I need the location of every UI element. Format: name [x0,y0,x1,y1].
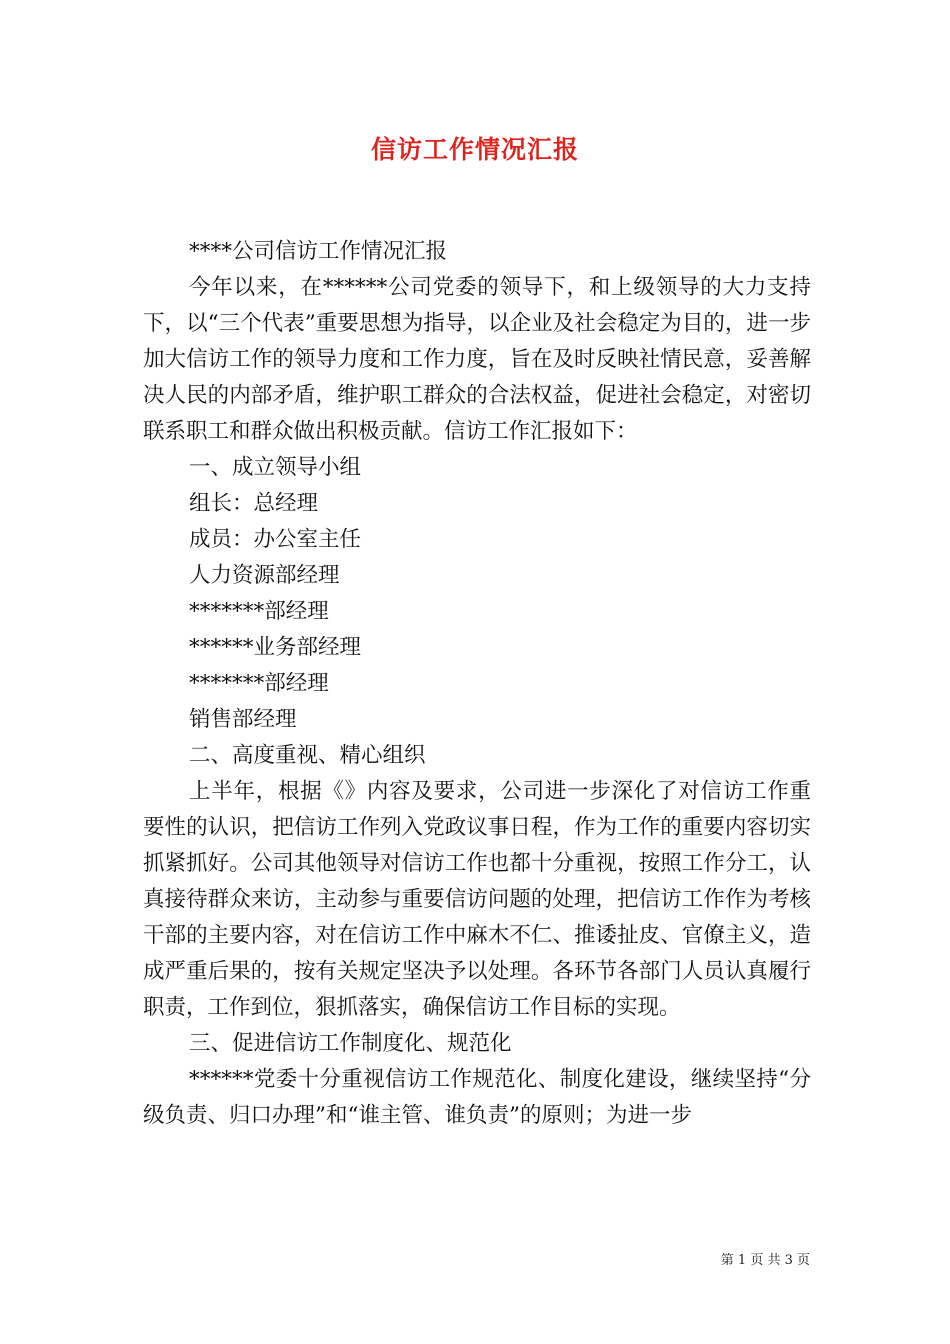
member-line: 人力资源部经理 [189,563,340,588]
member-line: *******部经理 [189,599,329,624]
document-body [143,234,811,1134]
member-line: ******业务部经理 [189,635,362,660]
intro-paragraph: 今年以来，在******公司党委的领导下，和上级领导的大力支持下，以“三个代表”重要思想为指导，以企业及社会稳定为目的，进一步加大信访工作的领导力度和工作力度，旨在及时反映社情民意，妥善解决人民的内部矛盾，维护职工群众的合法权益，促进社会稳定，对密切联系职工和群众做出积极贡献。信访工作汇报如下： [143,275,811,444]
section-heading-1: 一、成立领导小组 [189,455,362,480]
section-3-paragraph: ******党委十分重视信访工作规范化、制度化建设，继续坚持“分级负责、归口办理”和“谁主管、谁负责”的原则；为进一步 [143,1067,811,1128]
page-number: 第 1 页 共 3 页 [720,1253,810,1268]
document-title: 信访工作情况汇报 [370,135,579,164]
member-line: 组长：总经理 [189,491,319,516]
member-line: *******部经理 [189,671,329,696]
member-line: 成员：办公室主任 [189,527,362,552]
report-subtitle: ****公司信访工作情况汇报 [189,239,448,264]
section-heading-3: 三、促进信访工作制度化、规范化 [189,1031,512,1056]
member-line: 销售部经理 [189,707,297,732]
section-heading-2: 二、高度重视、精心组织 [189,743,426,768]
section-2-paragraph: 上半年，根据《》内容及要求，公司进一步深化了对信访工作重要性的认识，把信访工作列入党政议事日程，作为工作的重要内容切实抓紧抓好。公司其他领导对信访工作也都十分重视，按照工作分工，认真接待群众来访，主动参与重要信访问题的处理，把信访工作作为考核干部的主要内容，对在信访工作中麻木不仁、推诿扯皮、官僚主义，造成严重后果的，按有关规定坚决予以处理。各环节各部门人员认真履行职责，工作到位，狠抓落实，确保信访工作目标的实现。 [143,779,811,1020]
